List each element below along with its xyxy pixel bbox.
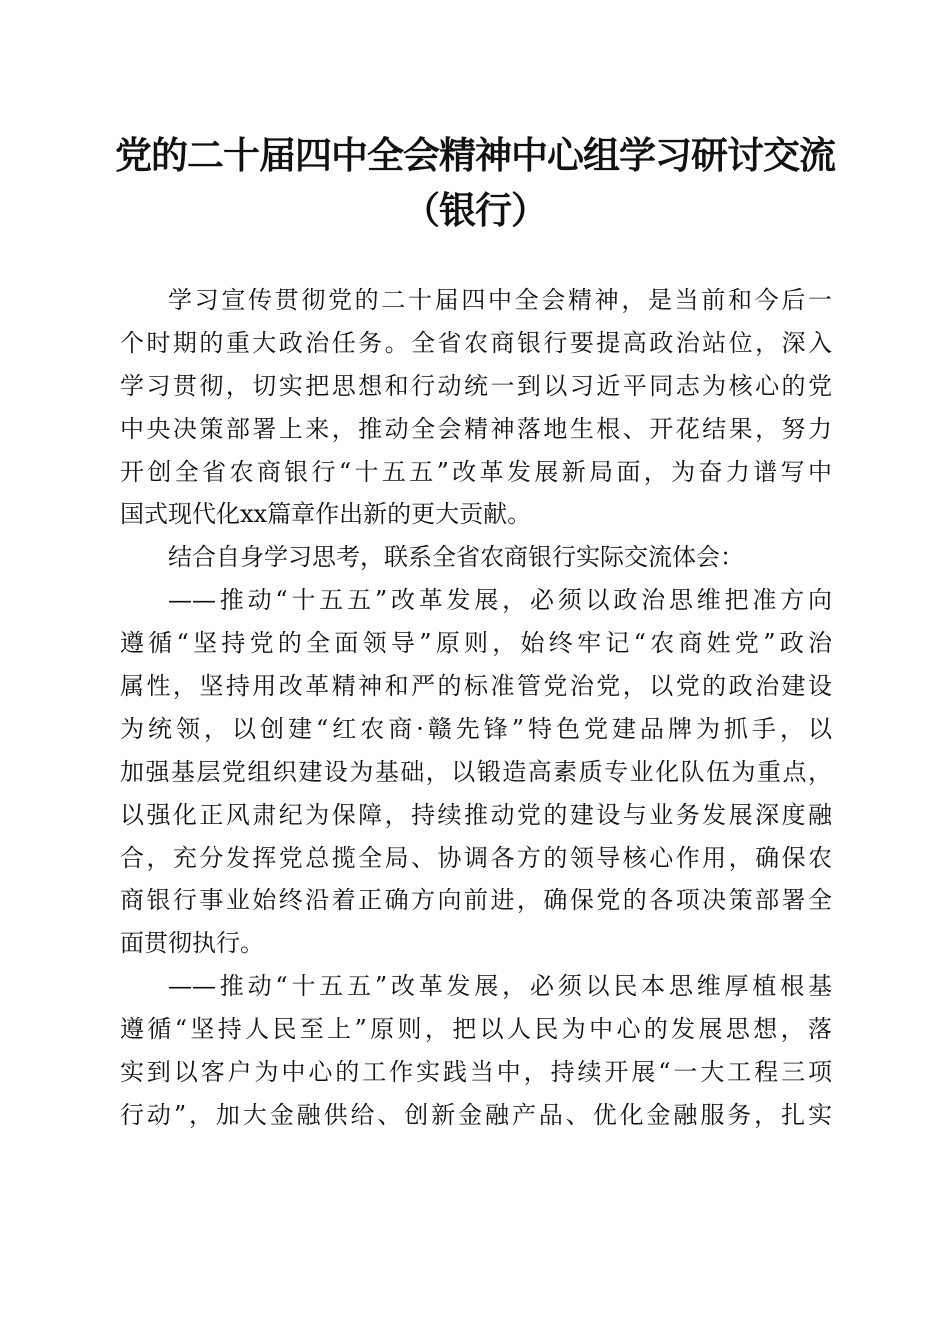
document-body [120, 279, 832, 1137]
body-line: 遵循“坚持党的全面领导”原则，始终牢记“农商姓党”政治 [120, 629, 832, 658]
body-line: 属性，坚持用改革精神和严的标准管党治党，以党的政治建设 [120, 672, 832, 701]
body-line: 为统领，以创建“红农商·赣先锋”特色党建品牌为抓手，以 [120, 714, 832, 743]
body-line: 面贯彻执行。 [120, 929, 264, 958]
body-line: 加强基层党组织建设为基础，以锻造高素质专业化队伍为重点， [120, 757, 832, 786]
title-line-subtitle: （银行） [403, 189, 547, 232]
body-line: 遵循“坚持人民至上”原则，把以人民为中心的发展思想，落 [120, 1015, 832, 1044]
body-line: 行动”，加大金融供给、创新金融产品、优化金融服务，扎实 [120, 1100, 832, 1129]
body-line: 实到以客户为中心的工作实践当中，持续开展“一大工程三项 [120, 1058, 832, 1087]
body-line: 个时期的重大政治任务。全省农商银行要提高政治站位，深入 [120, 328, 832, 357]
body-line: 国式现代化xx篇章作出新的更大贡献。 [120, 500, 532, 529]
body-line: ——推动“十五五”改革发展，必须以民本思维厚植根基 [168, 972, 832, 1001]
body-line: 以强化正风肃纪为保障，持续推动党的建设与业务发展深度融 [120, 800, 832, 829]
document-title [100, 128, 850, 238]
body-line: ——推动“十五五”改革发展，必须以政治思维把准方向 [168, 586, 832, 615]
body-line: 合，充分发挥党总揽全局、协调各方的领导核心作用，确保农 [120, 843, 832, 872]
body-line: 开创全省农商银行“十五五”改革发展新局面，为奋力谱写中 [120, 457, 832, 486]
body-line: 商银行事业始终沿着正确方向前进，确保党的各项决策部署全 [120, 886, 832, 915]
title-line-main: 党的二十届四中全会精神中心组学习研讨交流 [115, 134, 835, 177]
body-line: 结合自身学习思考，联系全省农商银行实际交流体会： [168, 543, 744, 572]
body-line: 学习宣传贯彻党的二十届四中全会精神，是当前和今后一 [168, 286, 832, 314]
body-line: 中央决策部署上来，推动全会精神落地生根、开花结果，努力 [120, 414, 832, 443]
body-line: 学习贯彻，切实把思想和行动统一到以习近平同志为核心的党 [120, 371, 832, 400]
